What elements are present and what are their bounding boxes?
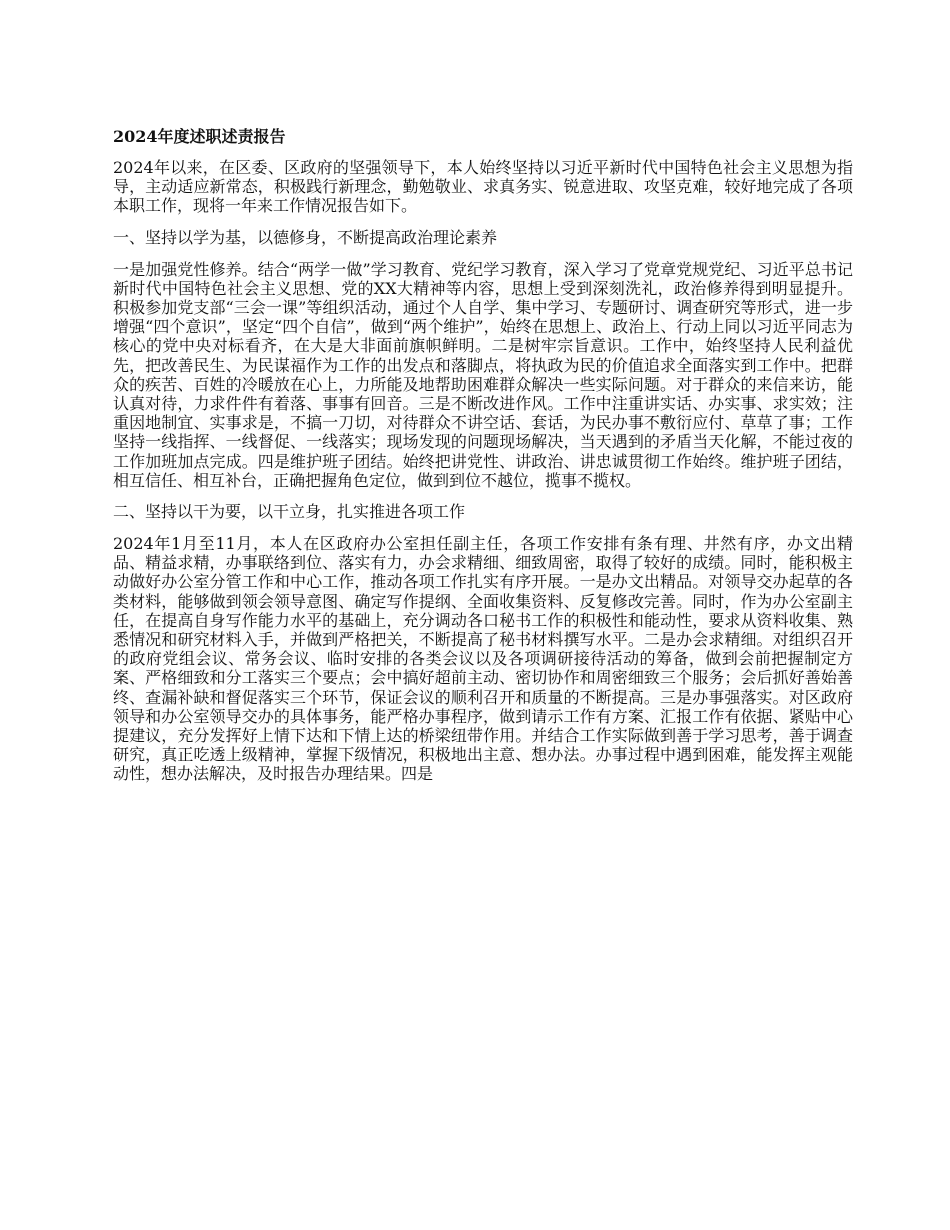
document-title: 2024年度述职述责报告 [113,127,286,146]
section-2-body: 2024年1月至11月，本人在区政府办公室担任副主任，各项工作安排有条有理、井然有序，办文出精品、精益求精，办事联络到位、落实有力，办会求精细、细致周密，取得了较好的成绩。同时，能积极主动做好办公室分管工作和中心工作，推动各项工作扎实有序开展。一是办文出精品。对领导交办起草的各类材料，能够做到领会领导意图、确定写作提纲、全面收集资料、反复修改完善。同时，作为办公室副主任，在提高自身写作能力水平的基础上，充分调动各口秘书工作的积极性和能动性，要求从资料收集、熟悉情况和研究材料入手，并做到严格把关，不断提高了秘书材料撰写水平。二是办会求精细。对组织召开的政府党组会议、常务会议、临时安排的各类会议以及各项调研接待活动的筹备，做到会前把握制定方案、严格细致和分工落实三个要点；会中搞好超前主动、密切协作和周密细致三个服务；会后抓好善始善终、查漏补缺和督促落实三个环节，保证会议的顺利召开和质量的不断提高。三是办事强落实。对区政府领导和办公室领导交办的具体事务，能严格办事程序，做到请示工作有方案、汇报工作有依据、紧贴中心提建议，充分发挥好上情下达和下情上达的桥梁纽带作用。并结合工作实际做到善于学习思考，善于调查研究，真正吃透上级精神，掌握下级情况，积极地出主意、想办法。办事过程中遇到困难，能发挥主观能动性，想办法解决，及时报告办理结果。四是 [113,534,853,784]
section-2-heading: 二、坚持以干为要，以干立身，扎实推进各项工作 [113,502,466,522]
document-page [113,126,853,796]
section-1-body: 一是加强党性修养。结合“两学一做”学习教育、党纪学习教育，深入学习了党章党规党纪、习近平总书记新时代中国特色社会主义思想、党的XX大精神等内容，思想上受到深刻洗礼，政治修养得到明显提升。积极参加党支部“三会一课”等组织活动，通过个人自学、集中学习、专题研讨、调查研究等形式，进一步增强“四个意识”，坚定“四个自信”，做到“两个维护”，始终在思想上、政治上、行动上同以习近平同志为核心的党中央对标看齐，在大是大非面前旗帜鲜明。二是树牢宗旨意识。工作中，始终坚持人民利益优先，把改善民生、为民谋福作为工作的出发点和落脚点，将执政为民的价值追求全面落实到工作中。把群众的疾苦、百姓的冷暖放在心上，力所能及地帮助困难群众解决一些实际问题。对于群众的来信来访，能认真对待，力求件件有着落、事事有回音。三是不断改进作风。工作中注重讲实话、办实事、求实效；注重因地制宜、实事求是，不搞一刀切，对待群众不讲空话、套话，为民办事不敷衍应付、草草了事；工作坚持一线指挥、一线督促、一线落实；现场发现的问题现场解决，当天遇到的矛盾当天化解，不能过夜的工作加班加点完成。四是维护班子团结。始终把讲党性、讲政治、讲忠诚贯彻工作始终。维护班子团结，相互信任、相互补台，正确把握角色定位，做到到位不越位，揽事不揽权。 [113,259,853,490]
intro-paragraph: 2024年以来，在区委、区政府的坚强领导下，本人始终坚持以习近平新时代中国特色社会主义思想为指导，主动适应新常态，积极践行新理念，勤勉敬业、求真务实、锐意进取、攻坚克难，较好地完成了各项本职工作，现将一年来工作情况报告如下。 [113,158,853,216]
section-1-heading: 一、坚持以学为基，以德修身，不断提高政治理论素养 [113,227,498,247]
